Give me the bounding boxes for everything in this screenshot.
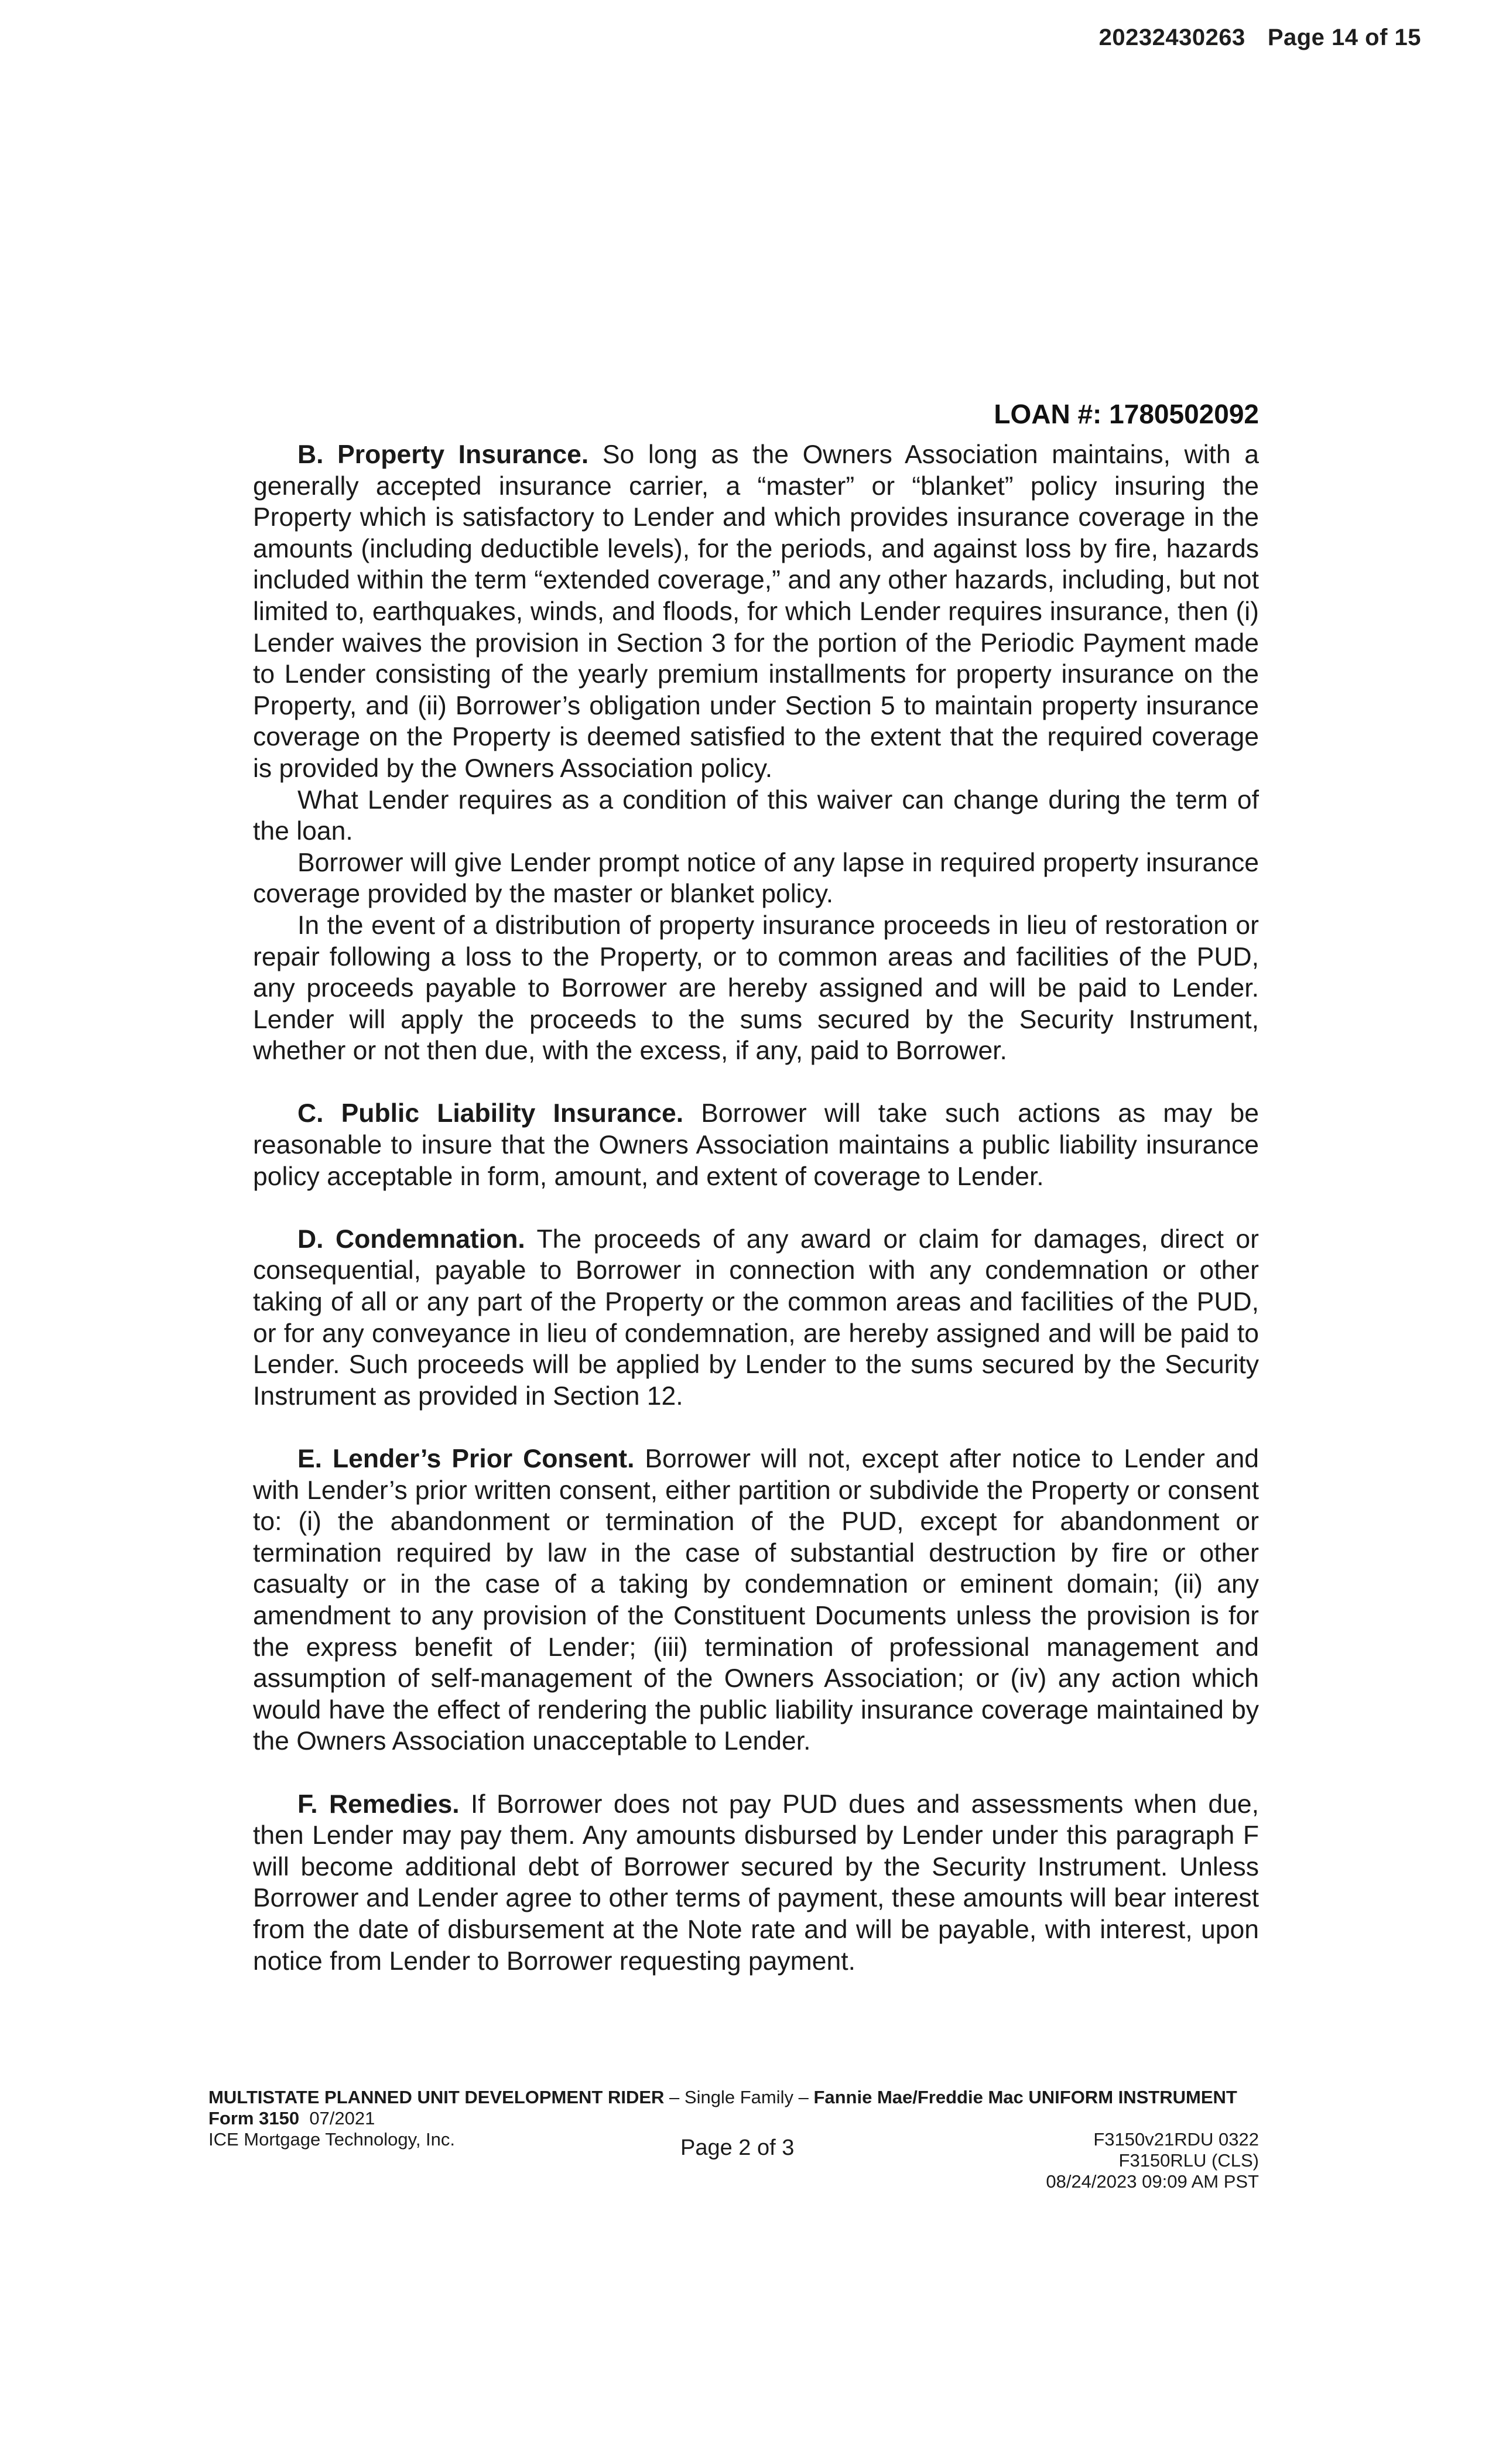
section-c-heading: C. Public Liability Insurance. [297, 1099, 684, 1128]
rider-body [253, 439, 1259, 1977]
section-d-condemnation [253, 1224, 1259, 1412]
section-c-public-liability-insurance [253, 1098, 1259, 1192]
loan-number: LOAN #: 1780502092 [994, 399, 1259, 429]
section-e-text: Borrower will not, except after notice to Lender and with Lender’s prior written consent, either partition or subdivide the Property or consent to: (i) the abandonment or termination of the PUD, except for abandonment or termination required by law in the case of substantial destruction by fire or other casualty or in the case of a taking by condemnation or eminent domain; (ii) any amendment to any provision of the Constituent Documents unless the provision is for the express benefit of Lender; (iii) termination of professional management and assumption of self-management of the Owners Association; or (iv) any action which would have the effect of rendering the public liability insurance coverage maintained by the Owners Association unacceptable to Lender. [253, 1445, 1259, 1756]
section-f-remedies [253, 1789, 1259, 1977]
footer-code-2: F3150RLU (CLS) [1118, 2150, 1259, 2171]
section-f-text: If Borrower does not pay PUD dues and assessments when due, then Lender may pay them. Any amounts disbursed by Lender under this paragraph F will become additional debt of Borrower secured by the Security Instrument. Unless Borrower and Lender agree to other terms of payment, these amounts will bear interest from the date of disbursement at the Note rate and will be payable, with interest, upon notice from Lender to Borrower requesting payment. [253, 1789, 1259, 1976]
recording-number: 20232430263 [1098, 25, 1245, 50]
footer-title-line: MULTISTATE PLANNED UNIT DEVELOPMENT RIDER – Single Family – Fannie Mae/Freddie Mac UNIFORM INSTRUMENT [208, 2087, 1237, 2107]
footer-single-family: Single Family [684, 2087, 793, 2107]
section-d-heading: D. Condemnation. [297, 1224, 525, 1254]
section-b-paragraph-2: What Lender requires as a condition of this waiver can change during the term of the loan. [253, 785, 1259, 846]
section-f-heading: F. Remedies. [297, 1789, 460, 1819]
footer-company: ICE Mortgage Technology, Inc. [208, 2129, 456, 2150]
footer-instrument: Fannie Mae/Freddie Mac UNIFORM INSTRUMENT [813, 2087, 1237, 2107]
recording-header [1099, 25, 1421, 51]
footer-form-date: 07/2021 [309, 2108, 375, 2128]
section-d-text: The proceeds of any award or claim for damages, direct or consequential, payable to Borrower in connection with any condemnation or other taking of all or any part of the Property or the common areas and facilities of the PUD, or for any conveyance in lieu of condemnation, are hereby assigned and will be paid to Lender. Such proceeds will be applied by Lender to the sums secured by the Security Instrument as provided in Section 12. [253, 1224, 1259, 1411]
footer-form-label: Form 3150 [208, 2108, 300, 2128]
section-e-lenders-prior-consent [253, 1443, 1259, 1757]
section-b-paragraph-4: In the event of a distribution of property insurance proceeds in lieu of restoration or repair following a loss to the Property, or to common areas and facilities of the PUD, any proceeds payable to Borrower are hereby assigned and will be paid to Lender. Lender will apply the proceeds to the sums secured by the Security Instrument, whether or not then due, with the excess, if any, paid to Borrower. [253, 911, 1259, 1066]
footer-timestamp: 08/24/2023 09:09 AM PST [1046, 2171, 1259, 2192]
section-b-property-insurance [253, 439, 1259, 785]
section-e-heading: E. Lender’s Prior Consent. [297, 1445, 635, 1473]
footer-codes [1046, 2129, 1259, 2192]
footer-rider-title: MULTISTATE PLANNED UNIT DEVELOPMENT RIDER [208, 2087, 665, 2107]
footer-form-line [208, 2108, 1259, 2129]
form-footer [208, 2087, 1259, 2192]
footer-page-number: Page 2 of 3 [680, 2136, 795, 2160]
section-b-paragraph-3: Borrower will give Lender prompt notice of any lapse in required property insurance coverage provided by the master or blanket policy. [253, 848, 1259, 909]
section-b-text: So long as the Owners Association maintains, with a generally accepted insurance carrier, a “master” or “blanket” policy insuring the Property which is satisfactory to Lender and which provides insurance coverage in the amounts (including deductible levels), for the periods, and against loss by fire, hazards included within the term “extended coverage,” and any other hazards, including, but not limited to, earthquakes, winds, and floods, for which Lender requires insurance, then (i) Lender waives the provision in Section 3 for the portion of the Periodic Payment made to Lender consisting of the yearly premium installments for property insurance on the Property, and (ii) Borrower’s obligation under Section 5 to maintain property insurance coverage on the Property is deemed satisfied to the extent that the required coverage is provided by the Owners Association policy. [253, 440, 1259, 783]
section-b-heading: B. Property Insurance. [297, 440, 589, 469]
section-c-text: Borrower will take such actions as may be reasonable to insure that the Owners Association maintains a public liability insurance policy acceptable in form, amount, and extent of coverage to Lender. [253, 1099, 1259, 1191]
footer-code-1: F3150v21RDU 0322 [1093, 2129, 1259, 2150]
recording-page-label: Page 14 of 15 [1267, 25, 1421, 50]
